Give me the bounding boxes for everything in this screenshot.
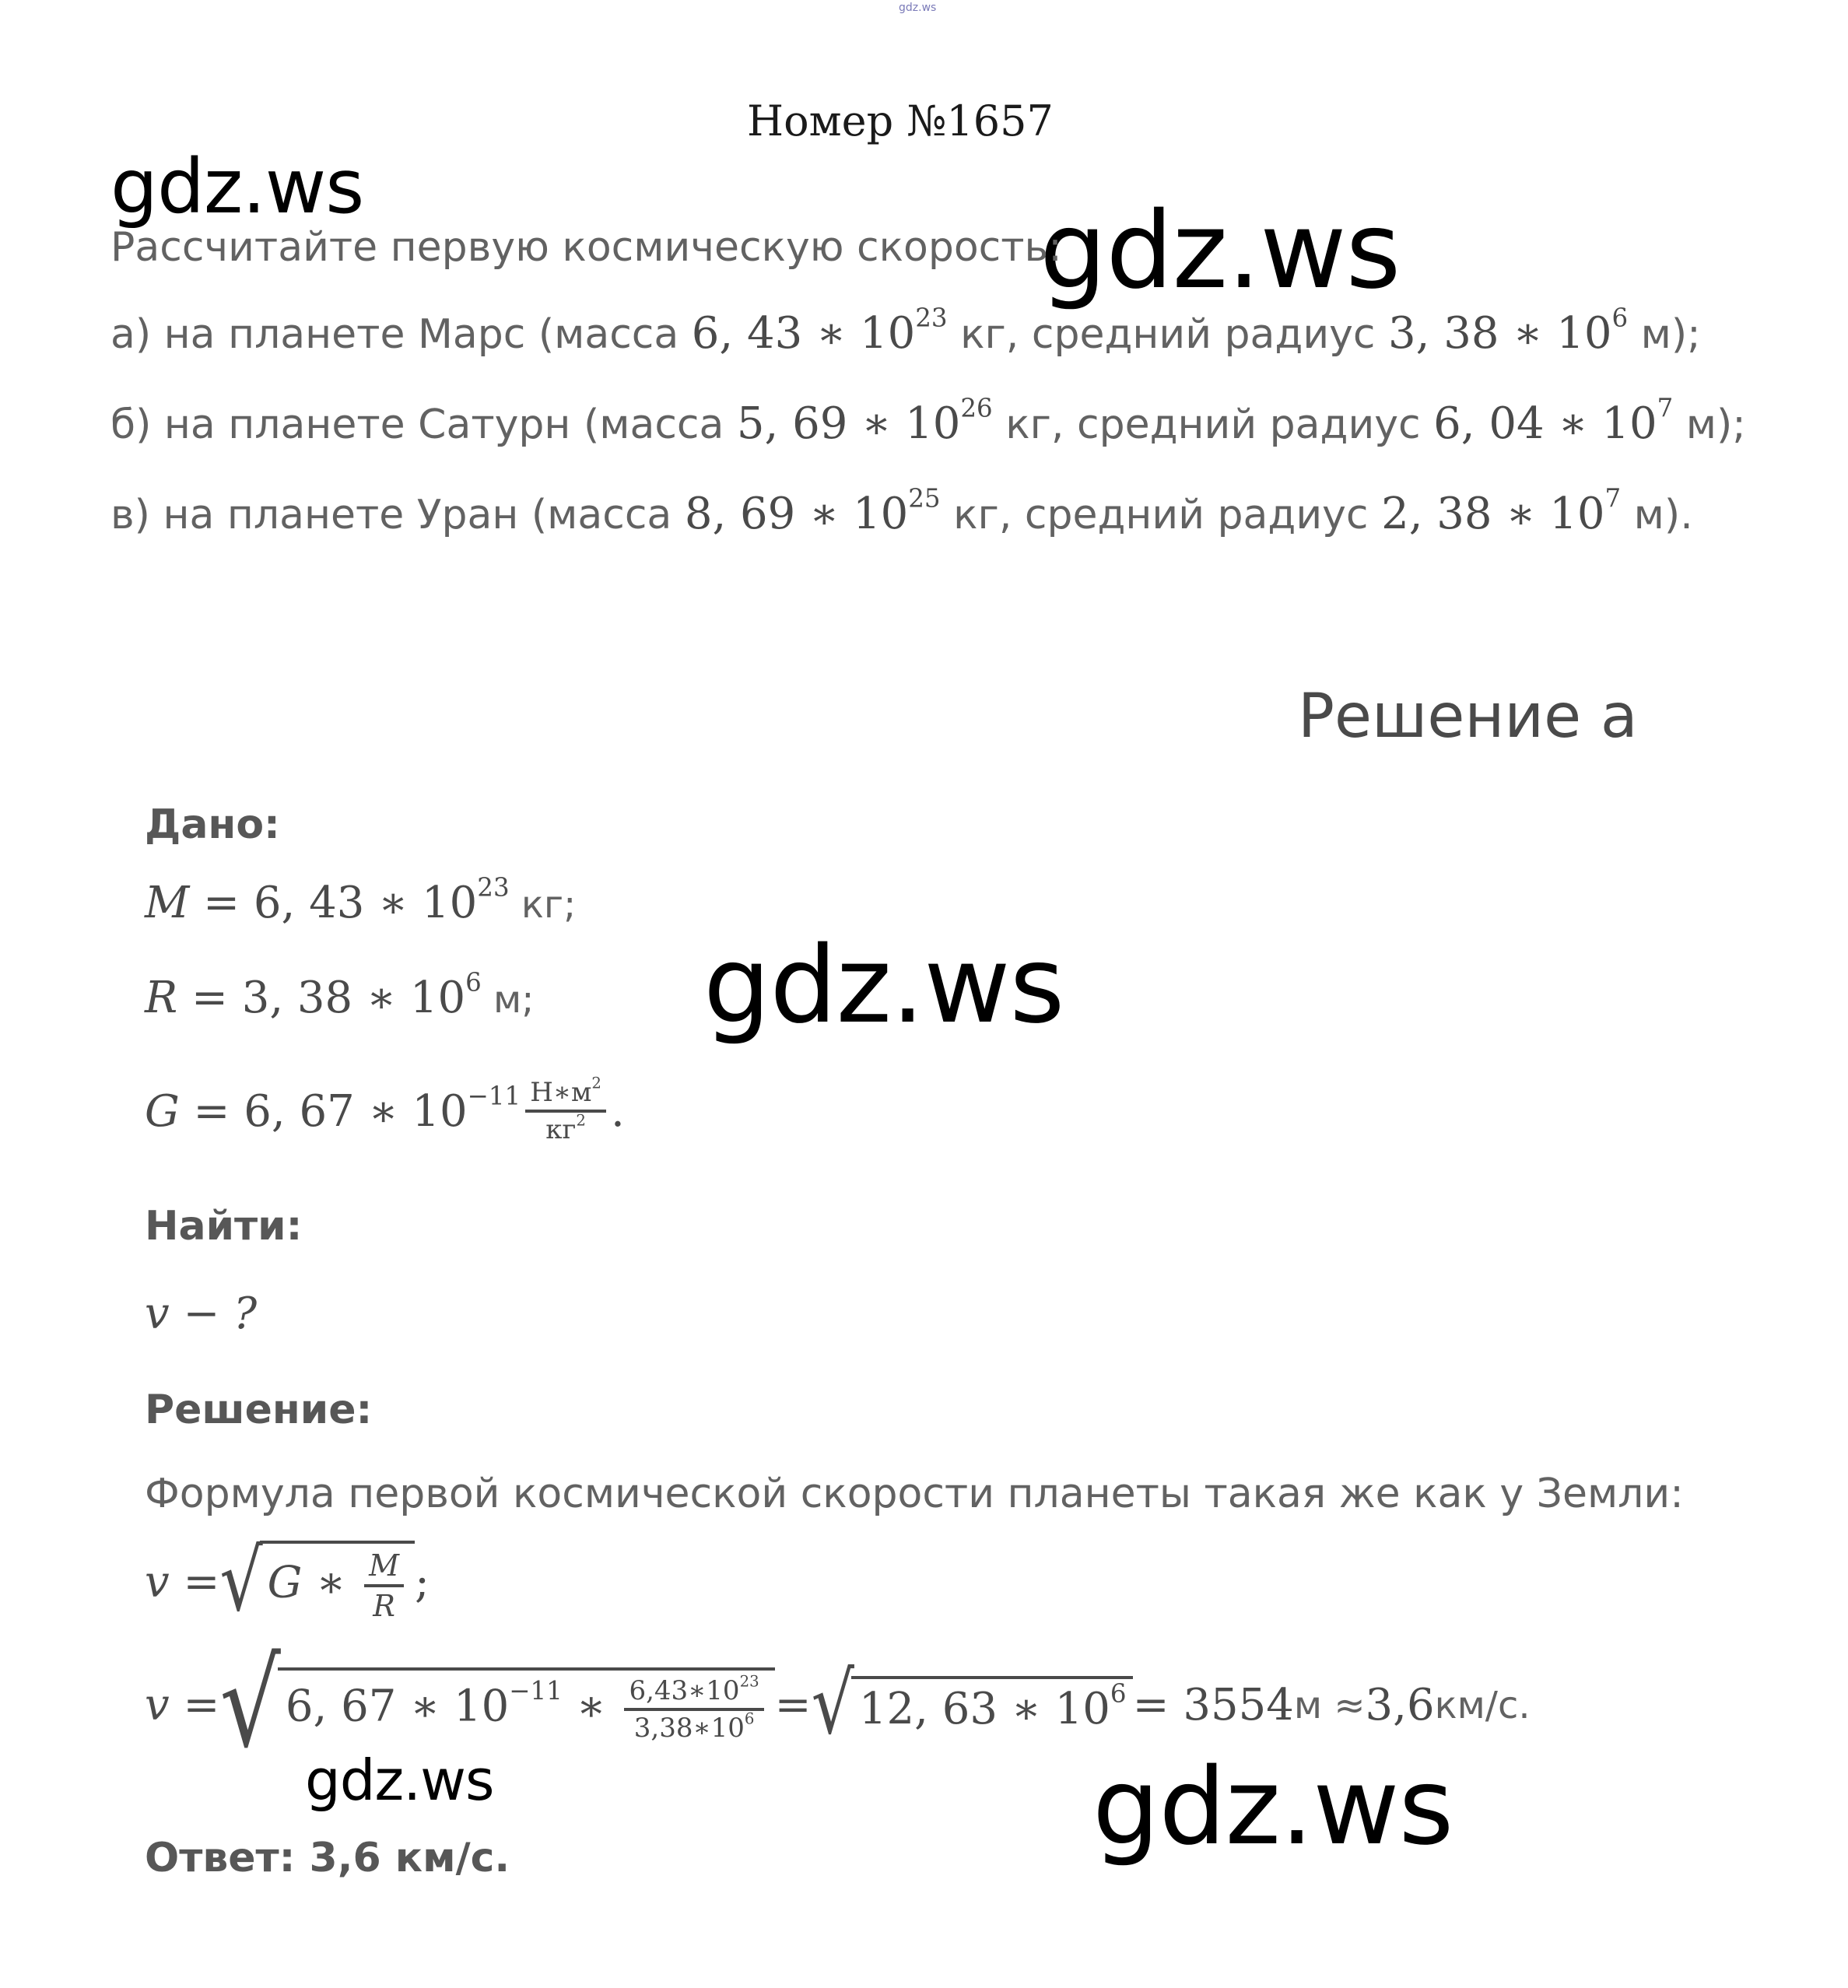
formula-calculation: v =√ 6, 67 ∗ $10^{-11}$ ∗ $\frac{6,43∗10^{23}}{3,38∗10^6}$ =√ 12, 63 ∗ $10^6= 3554м \approx 3,6км/с$. — [145, 1636, 1531, 1775]
mass-value: 8, 69 ∗ $10^{25}$ — [684, 483, 941, 539]
task-condition-a: а) на планете Марс (масса 6, 43 ∗ $10^{23}$ кг, средний радиус 3, 38 ∗ $10^6$ м); — [110, 303, 1701, 359]
watermark: gdz.ws — [703, 924, 1064, 1047]
find-label: Найти: — [145, 1203, 303, 1250]
radius-value: 2, 38 ∗ $10^7$ — [1381, 483, 1622, 539]
task-intro: Рассчитайте первую космическую скорость: — [110, 224, 1062, 271]
solution-text: Формула первой космической скорости планеты такая же как у Земли: — [145, 1471, 1684, 1517]
task-condition-c: в) на планете Уран (масса 8, 69 ∗ $10^{25}$ кг, средний радиус 2, 38 ∗ $10^7$ м). — [110, 483, 1693, 539]
page-title: Номер №1657 — [747, 96, 1054, 146]
mass-value: 5, 69 ∗ $10^{26}$ — [736, 393, 993, 449]
find-value: v − ? — [145, 1289, 258, 1339]
given-label: Дано: — [145, 801, 280, 848]
formula-general: v =√ G ∗ $\frac{M}{R}$ ; — [145, 1531, 430, 1630]
watermark: gdz.ws — [1040, 190, 1401, 313]
sqrt-expression: √ 12, 63 ∗ $10^6$ — [812, 1671, 1133, 1739]
sqrt-expression: √ 6, 67 ∗ $10^{-11}$ ∗ $\frac{6,43∗10^{23}}{3,38∗10^6}$ — [219, 1657, 774, 1753]
task-condition-b: б) на планете Сатурн (масса 5, 69 ∗ $10^{26}$ кг, средний радиус 6, 04 ∗ $10^7$ м); — [110, 393, 1746, 449]
watermark: gdz.ws — [1092, 1746, 1454, 1869]
watermark: gdz.ws — [110, 143, 364, 230]
given-radius: R = 3, 38 ∗ $10^6$ м; — [145, 967, 535, 1023]
answer: Ответ: 3,6 км/с. — [145, 1835, 510, 1881]
given-gravitational-constant: G = 6, 67 ∗ $10^{-11}$ $\frac{Н∗м^2}{кг^2}$ . — [145, 1074, 625, 1145]
watermark: gdz.ws — [305, 1748, 494, 1813]
given-mass: M = 6, 43 ∗ $10^{23}$ кг; — [145, 872, 577, 928]
sqrt-expression: √ G ∗ $\frac{M}{R}$ — [219, 1541, 415, 1623]
site-mark: gdz.ws — [899, 2, 937, 14]
radius-value: 6, 04 ∗ $10^7$ — [1433, 393, 1674, 449]
solution-label: Решение: — [145, 1387, 373, 1433]
radius-value: 3, 38 ∗ $10^6$ — [1388, 303, 1629, 359]
unit-fraction: $\frac{Н∗м^2}{кг^2}$ — [525, 1077, 606, 1145]
solution-header: Решение а — [1298, 682, 1638, 752]
mass-value: 6, 43 ∗ $10^{23}$ — [691, 303, 948, 359]
